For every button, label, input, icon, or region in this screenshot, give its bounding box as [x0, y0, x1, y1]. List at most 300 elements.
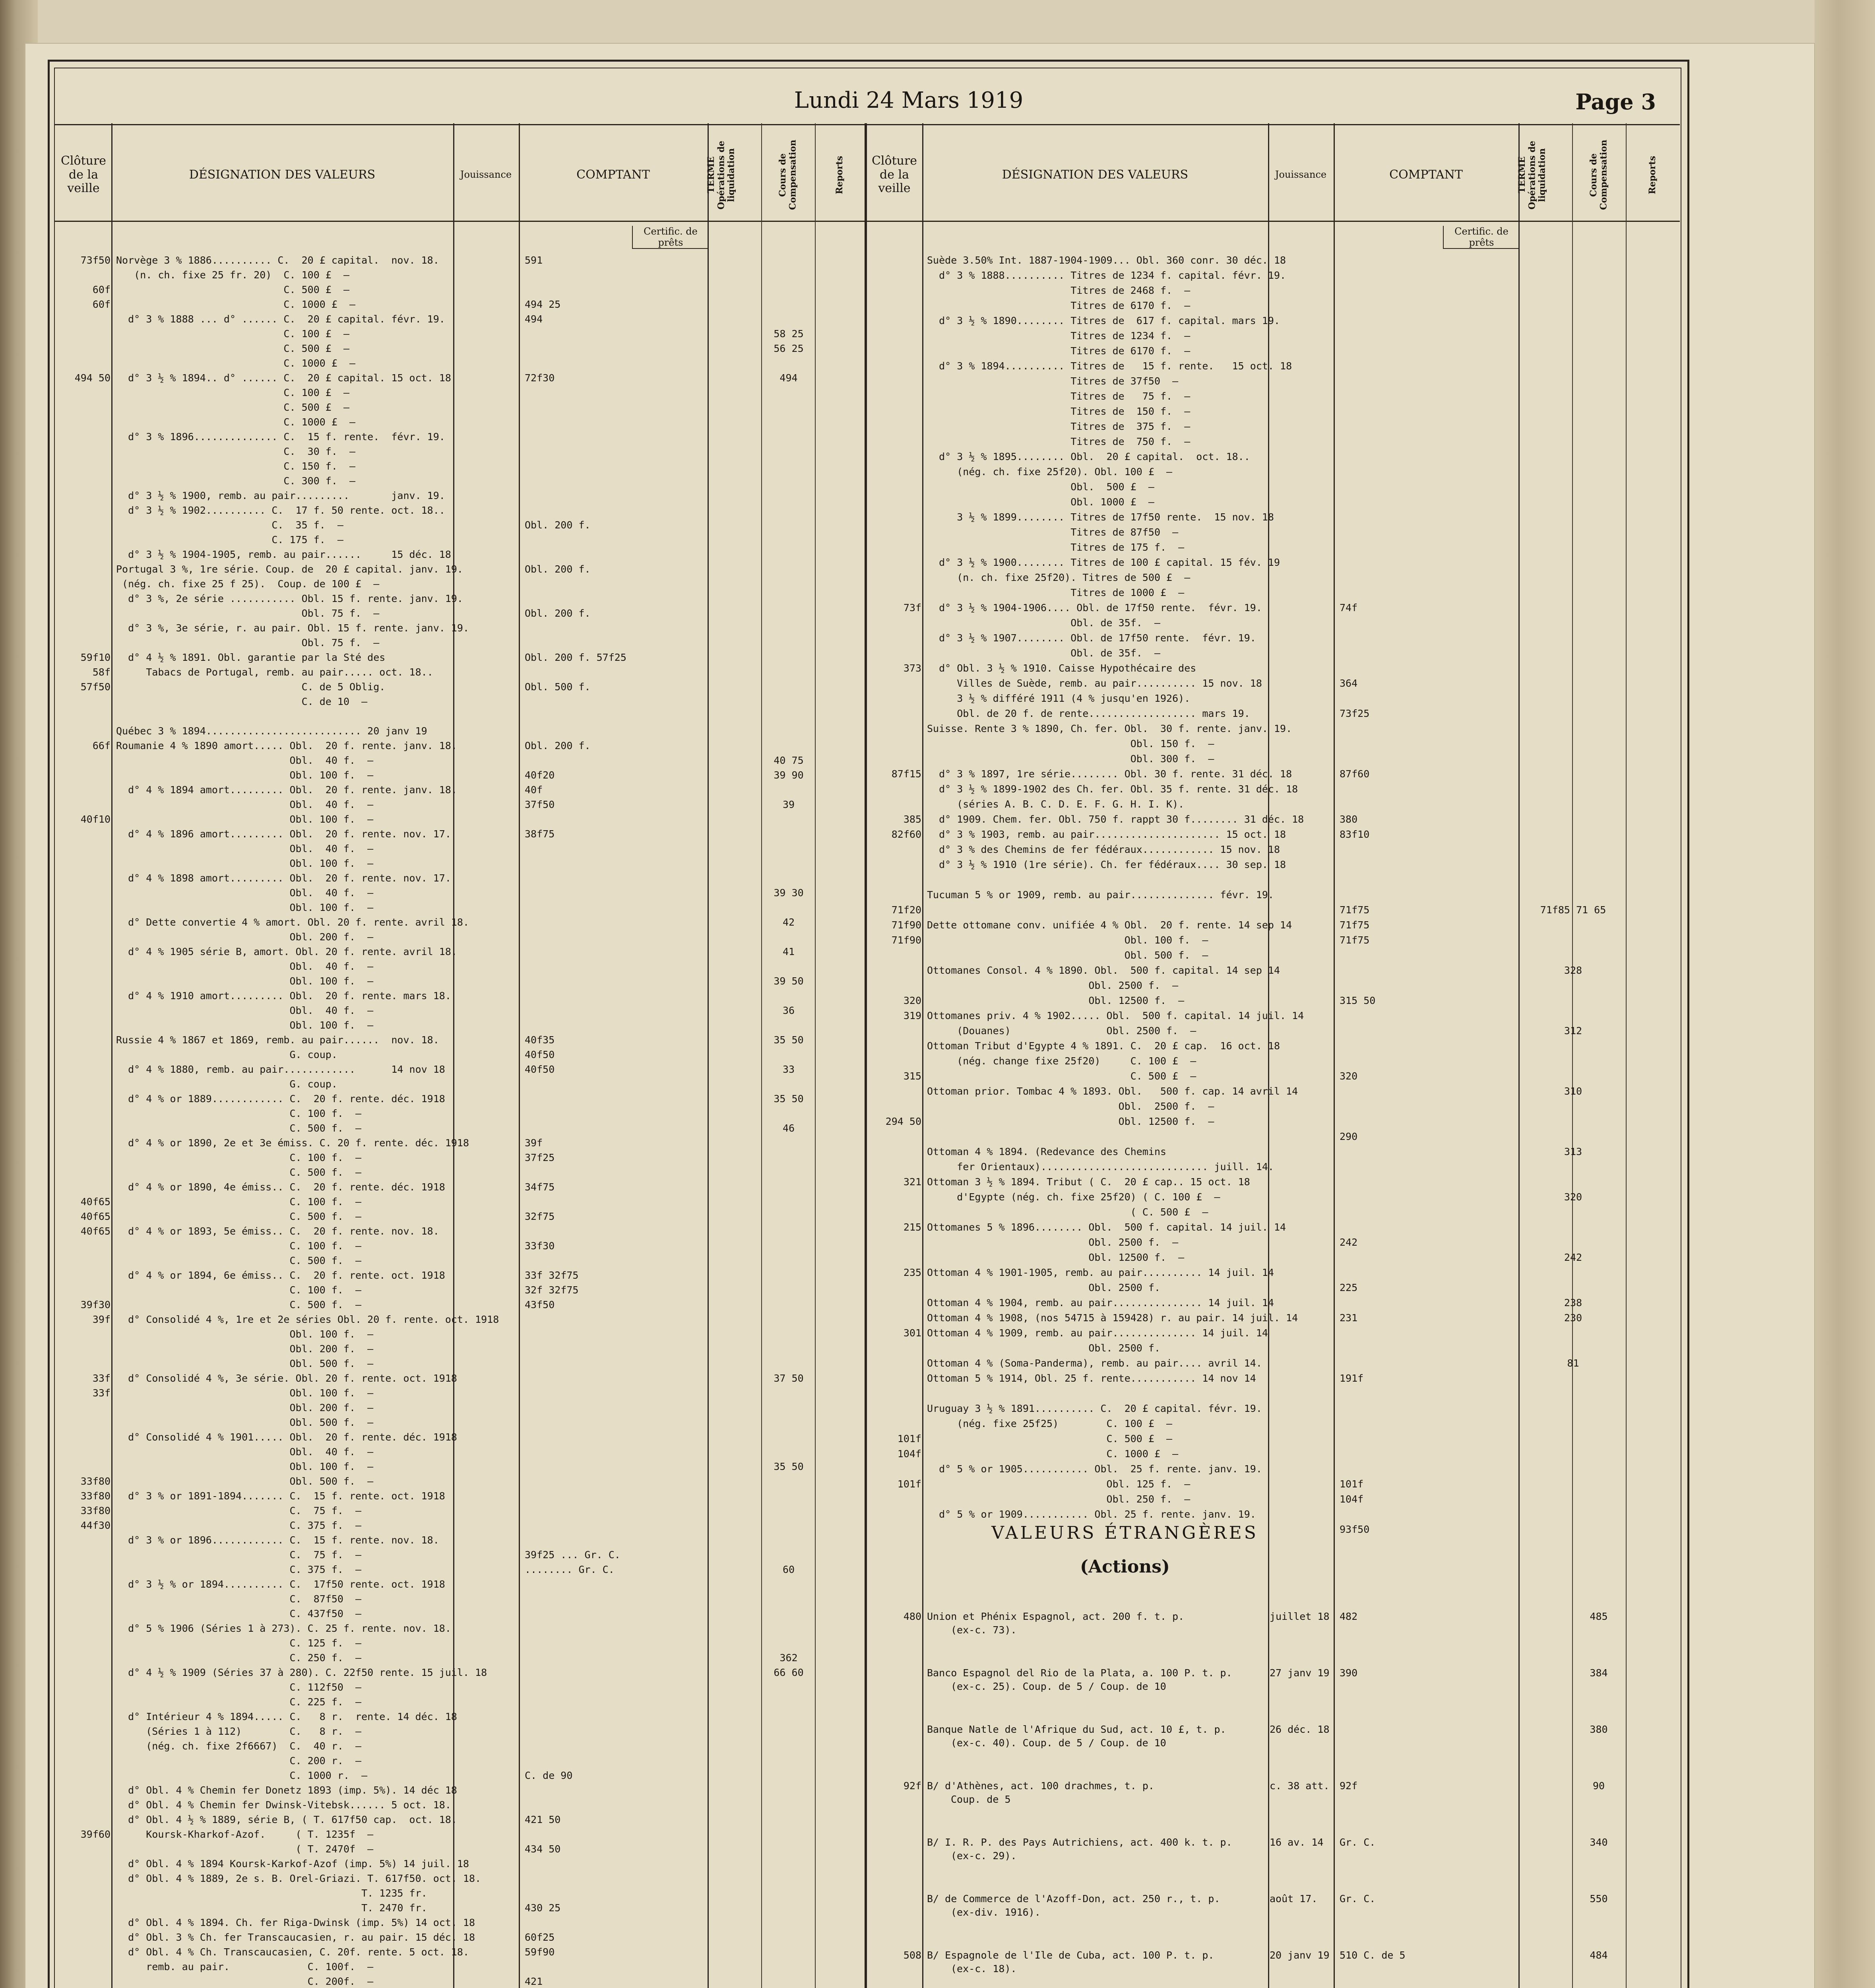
right-comptant-cell: 71f75: [1340, 904, 1370, 916]
right-cloture-cell: 385: [903, 813, 921, 825]
left-cloture-cell: [56, 769, 111, 784]
left-cloture-cell: 494 50: [74, 372, 111, 384]
left-comptant-cell: [525, 431, 706, 446]
left-designation-column: [116, 254, 518, 1988]
right-cloture-cell: [867, 1101, 921, 1116]
foreign-sub: (ex-c. 18).: [951, 1963, 1017, 1974]
right-comptant-cell: 320: [1340, 1070, 1358, 1082]
left-row: Obl. 100 f. —: [116, 769, 374, 781]
foreign-cloture: 92f: [903, 1780, 921, 1792]
left-row: C. 100 f. —: [116, 1284, 362, 1296]
left-comptant-cell: [525, 1108, 706, 1122]
left-row: d° 4 % 1880, remb. au pair............ 14 nov 18: [116, 1064, 445, 1075]
left-cloture-cell: [56, 269, 111, 284]
left-cloture-cell: 39f: [92, 1314, 111, 1325]
left-row: C. de 5 Oblig.: [116, 681, 386, 693]
left-cloture-cell: [56, 608, 111, 622]
left-comptant-cell: [525, 946, 706, 961]
right-row: Villes de Suède, remb. au pair.......... 15 nov. 18: [927, 678, 1262, 689]
certificat-label-right: Certific. de prêts: [1443, 226, 1519, 249]
left-row: C. 250 f. —: [116, 1652, 362, 1664]
left-row: Obl. 40 f. —: [116, 1005, 374, 1016]
left-terme-cell: 66 60: [774, 1667, 804, 1678]
right-comptant-cell: [1340, 542, 1516, 557]
right-comptant-cell: [1340, 406, 1516, 421]
left-terme-column: [763, 254, 814, 1681]
right-row: Titres de 2468 f. —: [927, 285, 1191, 296]
right-row: Ottoman 4 % 1901-1905, remb. au pair.......... 14 juil. 14: [927, 1267, 1274, 1278]
left-row: Obl. 100 f. —: [116, 1019, 374, 1031]
left-row: C. 125 f. —: [116, 1637, 362, 1649]
right-terme-cell: [1522, 949, 1624, 965]
left-terme-cell: [763, 1534, 814, 1549]
right-cloture-cell: [867, 1463, 921, 1478]
left-terme-cell: [763, 725, 814, 740]
right-row: Ottomanes priv. 4 % 1902..... Obl. 500 f. capital. 14 juil. 14: [927, 1010, 1304, 1021]
left-row: C. 100 £ —: [116, 387, 349, 398]
left-terme-cell: [763, 872, 814, 887]
left-cloture-cell: [56, 1328, 111, 1343]
left-comptant-cell: [525, 622, 706, 637]
right-cloture-cell: [867, 965, 921, 980]
right-terme-cell: [1522, 1282, 1624, 1297]
right-row: Titres de 6170 f. —: [927, 300, 1191, 311]
right-row: Suède 3.50% Int. 1887-1904-1909... Obl. 360 conr. 30 déc. 18: [927, 254, 1286, 266]
right-cloture-cell: [867, 1161, 921, 1176]
right-cloture-cell: 73f: [903, 602, 921, 613]
right-terme-cell: [1522, 1493, 1624, 1508]
right-comptant-cell: 225: [1340, 1282, 1358, 1293]
left-comptant-cell: [525, 1475, 706, 1490]
right-row: fer Orientaux)............................ juill. 14.: [927, 1161, 1274, 1173]
right-cloture-cell: [867, 375, 921, 390]
right-terme-cell: [1522, 1433, 1624, 1448]
right-terme-cell: [1522, 844, 1624, 859]
left-row: (Séries 1 à 112) C. 8 r. —: [116, 1726, 362, 1737]
right-comptant-cell: 71f75: [1340, 919, 1370, 931]
right-cloture-cell: [867, 617, 921, 632]
left-row: C. 100 f. —: [116, 1196, 362, 1208]
right-comptant-cell: [1340, 466, 1516, 481]
col-divider: [815, 123, 816, 1988]
left-terme-cell: [763, 1593, 814, 1608]
right-comptant-cell: [1340, 451, 1516, 466]
right-cloture-cell: [867, 693, 921, 708]
right-row: d° 3 % 1903, remb. au pair..................... 15 oct. 18: [927, 829, 1286, 840]
right-cloture-cell: [867, 708, 921, 723]
left-row: C. 87f50 —: [116, 1593, 362, 1605]
left-cloture-cell: 39f30: [80, 1299, 111, 1310]
left-cloture-cell: 58f: [92, 666, 111, 678]
right-row: d'Egypte (nég. ch. fixe 25f20) ( C. 100 £ —: [927, 1191, 1220, 1203]
right-cloture-column: [867, 254, 921, 1493]
foreign-name: B/ Espagnole de l'Ile de Cuba, act. 100 P. t. p.: [927, 1949, 1214, 1961]
left-row: d° Obl. 4 % 1889, 2e s. B. Orel-Griazi. T. 617f50. oct. 18.: [116, 1873, 481, 1884]
left-row: d° 3 ½ % or 1894.......... C. 17f50 rente. oct. 1918: [116, 1578, 445, 1590]
left-cloture-cell: [56, 1784, 111, 1799]
right-comptant-cell: [1340, 1418, 1516, 1433]
left-comptant-cell: [525, 1740, 706, 1755]
left-comptant-cell: 37f25: [525, 1152, 555, 1163]
left-terme-cell: [763, 652, 814, 666]
right-terme-cell: [1522, 375, 1624, 390]
right-row: Suisse. Rente 3 % 1890, Ch. fer. Obl. 30 f. rente. janv. 19.: [927, 723, 1292, 734]
foreign-name: Banco Espagnol del Rio de la Plata, a. 100 P. t. p.: [927, 1667, 1232, 1679]
left-cloture-cell: 40f65: [80, 1196, 111, 1208]
right-terme-cell: [1522, 481, 1624, 496]
header-designation: DÉSIGNATION DES VALEURS: [189, 167, 376, 182]
right-comptant-cell: [1340, 1448, 1516, 1463]
right-cloture-cell: 235: [903, 1267, 921, 1278]
right-row: Obl. 500 f. —: [927, 949, 1208, 961]
left-cloture-cell: [56, 1343, 111, 1358]
right-cloture-cell: 71f90: [891, 919, 921, 931]
header-designation-right: DÉSIGNATION DES VALEURS: [1002, 167, 1189, 182]
right-comptant-cell: [1340, 1191, 1516, 1206]
right-terme-cell: [1522, 360, 1624, 375]
right-terme-cell: [1522, 1055, 1624, 1070]
left-comptant-cell: 59f90: [525, 1946, 555, 1958]
right-comptant-cell: [1340, 1176, 1516, 1191]
left-comptant-cell: [525, 505, 706, 519]
right-cloture-cell: [867, 1237, 921, 1252]
left-cloture-cell: [56, 460, 111, 475]
right-terme-cell: [1522, 466, 1624, 481]
left-comptant-cell: [525, 1637, 706, 1652]
left-terme-cell: 35 50: [774, 1093, 804, 1105]
left-row: d° 4 % 1894 amort......... Obl. 20 f. rente. janv. 18.: [116, 784, 457, 796]
left-row: Obl. 500 f. —: [116, 1417, 374, 1428]
left-row: d° 4 ½ % 1891. Obl. garantie par la Sté des: [116, 652, 386, 663]
left-cloture-cell: 73f50: [80, 254, 111, 266]
left-cloture-cell: [56, 622, 111, 637]
right-row: d° 5 % or 1909........... Obl. 25 f. rente. janv. 19.: [927, 1508, 1256, 1520]
left-terme-cell: [763, 1108, 814, 1122]
right-terme-cell: [1522, 511, 1624, 526]
right-comptant-cell: 93f50: [1340, 1524, 1370, 1535]
right-terme-column: [1522, 254, 1624, 1539]
right-cloture-cell: [867, 1146, 921, 1161]
left-comptant-cell: Obl. 500 f.: [525, 681, 591, 693]
left-comptant-cell: [525, 1343, 706, 1358]
col-divider: [708, 123, 709, 1988]
right-row: (nég. fixe 25f25) C. 100 £ —: [927, 1418, 1173, 1429]
left-row: d° Obl. 4 % Chemin fer Donetz 1893 (imp. 5%). 14 déc 18: [116, 1784, 457, 1796]
right-row: Obl. de 20 f. de rente.................. mars 19.: [927, 708, 1250, 719]
right-terme-cell: [1522, 572, 1624, 587]
header-cours-right: [1572, 131, 1626, 219]
left-cloture-cell: [56, 1093, 111, 1108]
left-row: ( T. 2470f —: [116, 1843, 374, 1855]
page-header: [54, 83, 1680, 119]
left-cloture-cell: [56, 975, 111, 990]
left-comptant-cell: 40f20: [525, 769, 555, 781]
right-terme-cell: 320: [1564, 1191, 1582, 1203]
left-row: (nég. ch. fixe 25 f 25). Coup. de 100 £ —: [116, 578, 380, 590]
left-cloture-cell: [56, 1122, 111, 1137]
left-comptant-cell: [525, 931, 706, 946]
left-cloture-cell: 33f80: [80, 1475, 111, 1487]
left-row: d° 4 % 1898 amort......... Obl. 20 f. rente. nov. 17.: [116, 872, 451, 884]
left-terme-cell: [763, 681, 814, 696]
left-cloture-cell: [56, 1137, 111, 1152]
left-row: C. 300 f. —: [116, 475, 356, 487]
foreign-jouiss: 27 janv 19: [1270, 1667, 1330, 1679]
left-row: C. 100 f. —: [116, 1240, 362, 1252]
right-comptant-cell: [1340, 632, 1516, 647]
left-row: C. 100 £ —: [116, 328, 349, 340]
right-comptant-cell: [1340, 1161, 1516, 1176]
right-cloture-cell: 320: [903, 995, 921, 1006]
left-row: d° Obl. 4 % Chemin fer Dwinsk-Vitebsk...... 5 oct. 18.: [116, 1799, 451, 1811]
foreign-name: B/ d'Athènes, act. 100 drachmes, t. p.: [927, 1780, 1154, 1792]
left-terme-cell: [763, 1299, 814, 1314]
right-terme-cell: [1522, 406, 1624, 421]
left-row: C. 100 f. —: [116, 1108, 362, 1119]
left-cloture-cell: [56, 1873, 111, 1887]
right-row: Ottomanes 5 % 1896........ Obl. 500 f. capital. 14 juil. 14: [927, 1221, 1286, 1233]
right-row: Ottomanes Consol. 4 % 1890. Obl. 500 f. capital. 14 sep 14: [927, 965, 1280, 976]
right-terme-cell: [1522, 1448, 1624, 1463]
right-row: Titres de 1000 £ —: [927, 587, 1185, 598]
right-terme-cell: [1522, 1010, 1624, 1025]
left-cloture-cell: [56, 1417, 111, 1431]
right-terme-cell: 310: [1564, 1085, 1582, 1097]
left-terme-cell: [763, 961, 814, 975]
left-row: C. 500 f. —: [116, 1255, 362, 1266]
foreign-terme: 484: [1590, 1949, 1608, 1961]
left-row: d° 4 % or 1894, 6e émiss.. C. 20 f. rente. oct. 1918: [116, 1270, 445, 1281]
left-terme-cell: [763, 505, 814, 519]
left-terme-cell: [763, 1549, 814, 1564]
col-divider: [111, 123, 112, 1988]
right-terme-cell: [1522, 270, 1624, 285]
left-cloture-cell: [56, 784, 111, 799]
right-comptant-cell: [1340, 572, 1516, 587]
left-comptant-cell: [525, 887, 706, 902]
right-terme-cell: [1522, 753, 1624, 768]
right-comptant-cell: 191f: [1340, 1373, 1364, 1384]
left-cloture-cell: [56, 1549, 111, 1564]
right-terme-cell: [1522, 1342, 1624, 1357]
right-row: Ottoman 4 % 1894. (Redevance des Chemins: [927, 1146, 1167, 1157]
left-cloture-cell: [56, 446, 111, 460]
right-comptant-cell: [1340, 949, 1516, 965]
left-cloture-cell: [56, 931, 111, 946]
left-cloture-cell: [56, 1608, 111, 1623]
left-cloture-cell: [56, 1005, 111, 1019]
left-cloture-cell: [56, 387, 111, 402]
left-terme-cell: [763, 1211, 814, 1225]
left-cloture-cell: 40f65: [80, 1211, 111, 1222]
right-cloture-cell: 71f90: [891, 934, 921, 946]
left-row: d° 3 ½ % 1894.. d° ...... C. 20 £ capital. 15 oct. 18: [116, 372, 451, 384]
right-terme-cell: [1522, 285, 1624, 300]
left-cloture-cell: [56, 1578, 111, 1593]
right-row: Obl. 2500 f.: [927, 1342, 1160, 1354]
left-comptant-cell: [525, 1373, 706, 1387]
right-terme-cell: [1522, 723, 1624, 738]
right-row: d° 3 % des Chemins de fer fédéraux............ 15 nov. 18: [927, 844, 1280, 855]
left-cloture-cell: [56, 402, 111, 416]
right-cloture-cell: [867, 1206, 921, 1221]
right-cloture-cell: 301: [903, 1327, 921, 1339]
left-terme-cell: [763, 1019, 814, 1034]
header-comptant-right: COMPTANT: [1389, 167, 1463, 182]
right-row: d° 3 % 1897, 1re série........ Obl. 30 f. rente. 31 déc. 18: [927, 768, 1292, 780]
left-comptant-cell: [525, 1652, 706, 1667]
left-terme-cell: 362: [779, 1652, 798, 1664]
left-cloture-cell: [56, 1887, 111, 1902]
right-comptant-cell: [1340, 1342, 1516, 1357]
left-comptant-cell: 38f75: [525, 828, 555, 840]
right-row: Obl. 100 f. —: [927, 934, 1208, 946]
left-row: Obl. 100 f. —: [116, 1387, 374, 1399]
left-comptant-cell: [525, 1387, 706, 1402]
right-comptant-cell: 231: [1340, 1312, 1358, 1324]
left-comptant-cell: 494: [525, 313, 543, 325]
right-comptant-cell: [1340, 617, 1516, 632]
left-comptant-cell: 60f25: [525, 1932, 555, 1943]
right-comptant-cell: [1340, 1010, 1516, 1025]
right-row: Titres de 1234 f. —: [927, 330, 1191, 342]
left-comptant-cell: [525, 357, 706, 372]
right-cloture-cell: [867, 1282, 921, 1297]
left-terme-cell: [763, 490, 814, 505]
header-cloture-right: Clôture de la veille: [871, 154, 917, 196]
left-cloture-cell: [56, 1402, 111, 1417]
left-comptant-cell: 34f75: [525, 1181, 555, 1193]
left-comptant-cell: [525, 416, 706, 431]
left-row: C. 112f50 —: [116, 1681, 362, 1693]
right-comptant-cell: [1340, 965, 1516, 980]
left-row: remb. au pair. C. 100f. —: [116, 1961, 374, 1972]
right-cloture-cell: [867, 587, 921, 602]
right-row: (nég. ch. fixe 25f20). Obl. 100 £ —: [927, 466, 1173, 478]
left-cloture-cell: [56, 1034, 111, 1049]
right-row: Obl. 12500 f. —: [927, 1116, 1214, 1127]
left-cloture-cell: 33f: [92, 1387, 111, 1399]
left-row: C. 375 f. —: [116, 1520, 362, 1531]
right-row: Titres de 6170 f. —: [927, 345, 1191, 357]
left-comptant-cell: [525, 1417, 706, 1431]
right-comptant-cell: [1340, 662, 1516, 678]
right-comptant-column: [1340, 254, 1516, 1539]
col-divider: [761, 123, 762, 1988]
header-jouissance: Jouissance: [460, 169, 512, 181]
right-row: Obl. de 35f. —: [927, 617, 1160, 629]
left-cloture-cell: [56, 593, 111, 608]
left-row: (nég. ch. fixe 2f6667) C. 40 r. —: [116, 1740, 362, 1752]
header-reports-right: [1626, 131, 1680, 219]
right-comptant-cell: [1340, 723, 1516, 738]
left-row: Tabacs de Portugal, remb. au pair..... oct. 18..: [116, 666, 433, 678]
left-comptant-cell: Obl. 200 f. 57f25: [525, 652, 626, 663]
left-terme-cell: [763, 1225, 814, 1240]
left-comptant-cell: 494 25: [525, 299, 561, 310]
foreign-row: [867, 1836, 1678, 1893]
right-row: Ottoman 4 % 1908, (nos 54715 à 159428) r. au pair. 14 juil. 14: [927, 1312, 1298, 1324]
right-cloture-cell: 101f: [897, 1478, 921, 1490]
left-cloture-cell: [56, 1799, 111, 1814]
right-row: (séries A. B. C. D. E. F. G. H. I. K).: [927, 798, 1185, 810]
left-terme-cell: [763, 1196, 814, 1211]
right-comptant-cell: [1340, 390, 1516, 406]
left-terme-cell: 35 50: [774, 1034, 804, 1046]
left-row: Obl. 500 f. —: [116, 1358, 374, 1369]
foreign-row: [867, 1949, 1678, 1988]
right-terme-cell: [1522, 1373, 1624, 1388]
right-row: 3 ½ % 1899........ Titres de 17f50 rente. 15 nov. 18: [927, 511, 1274, 523]
right-cloture-cell: [867, 798, 921, 813]
right-cloture-cell: [867, 1085, 921, 1101]
left-comptant-cell: [525, 1358, 706, 1373]
left-comptant-cell: [525, 1593, 706, 1608]
left-row: d° 4 % 1910 amort......... Obl. 20 f. rente. mars 18.: [116, 990, 451, 1002]
left-terme-cell: [763, 622, 814, 637]
right-terme-cell: [1522, 1388, 1624, 1403]
right-row: [927, 874, 1332, 889]
left-row: Obl. 100 f. —: [116, 1328, 374, 1340]
right-comptant-cell: [1340, 421, 1516, 436]
left-cloture-cell: [56, 1814, 111, 1829]
foreign-comptant: 92f: [1340, 1780, 1358, 1792]
left-comptant-cell: 39f: [525, 1137, 543, 1149]
right-cloture-cell: [867, 406, 921, 421]
right-terme-cell: [1522, 647, 1624, 662]
left-cloture-cell: [56, 1255, 111, 1270]
left-comptant-cell: [525, 1093, 706, 1108]
left-cloture-cell: [56, 1593, 111, 1608]
foreign-jouiss: 26 déc. 18: [1270, 1724, 1330, 1735]
left-comptant-cell: [525, 402, 706, 416]
col-divider: [519, 123, 520, 1988]
right-terme-cell: 71f85 71 65: [1540, 904, 1606, 916]
left-comptant-cell: [525, 1446, 706, 1461]
left-cloture-cell: 33f80: [80, 1490, 111, 1502]
left-cloture-cell: [56, 711, 111, 725]
left-comptant-cell: [525, 725, 706, 740]
right-terme-cell: [1522, 798, 1624, 813]
right-terme-cell: [1522, 889, 1624, 904]
right-terme-cell: [1522, 1176, 1624, 1191]
left-comptant-cell: [525, 872, 706, 887]
left-row: Obl. 40 f. —: [116, 843, 374, 854]
left-row: Obl. 200 f. —: [116, 931, 374, 943]
foreign-section-title: VALEURS ÉTRANGÈRES: [991, 1523, 1258, 1543]
left-terme-cell: [763, 549, 814, 563]
left-comptant-cell: [525, 637, 706, 652]
right-comptant-cell: [1340, 1297, 1516, 1312]
right-row: Titres de 175 f. —: [927, 542, 1185, 553]
right-cloture-cell: [867, 738, 921, 753]
right-comptant-cell: [1340, 315, 1516, 330]
right-comptant-cell: 101f: [1340, 1478, 1364, 1490]
left-row: d° 3 ½ % 1904-1905, remb. au pair...... 15 déc. 18: [116, 549, 451, 560]
right-row: Titres de 37f50 —: [927, 375, 1179, 387]
right-row: 3 ½ % différé 1911 (4 % jusqu'en 1926).: [927, 693, 1191, 704]
foreign-comptant: 510 C. de 5: [1340, 1949, 1406, 1961]
left-row: Obl. 100 f. —: [116, 902, 374, 913]
left-row: C. 500 f. —: [116, 1299, 362, 1310]
left-terme-cell: 39 90: [774, 769, 804, 781]
left-terme-cell: [763, 1314, 814, 1328]
left-cloture-cell: 59f10: [80, 652, 111, 663]
right-terme-cell: [1522, 1403, 1624, 1418]
right-cloture-cell: [867, 844, 921, 859]
left-comptant-cell: [525, 328, 706, 343]
left-comptant-cell: [525, 1726, 706, 1740]
